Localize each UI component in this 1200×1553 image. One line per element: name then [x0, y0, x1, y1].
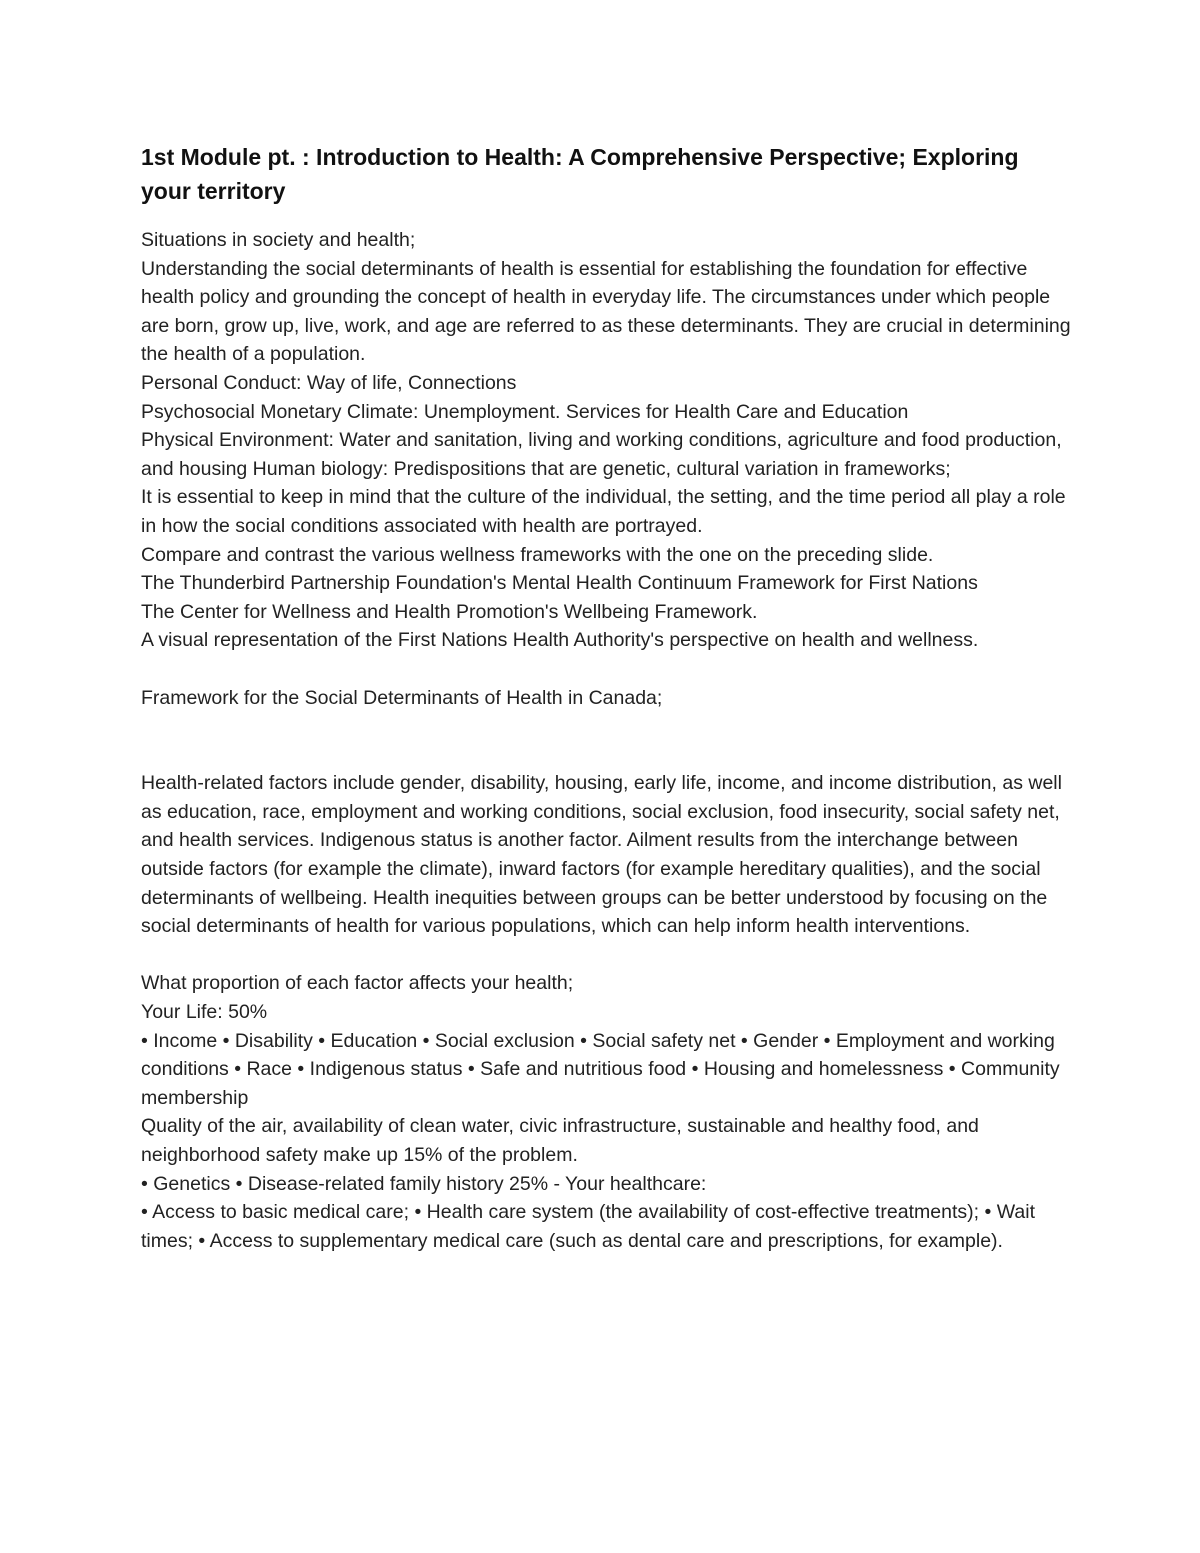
document-content — [141, 140, 1071, 1255]
paragraph-genetics-list: • Genetics • Disease-related family history 25% - Your healthcare: — [141, 1172, 707, 1195]
document-title: 1st Module pt. : Introduction to Health: A Comprehensive Perspective; Exploring your territory — [141, 144, 1019, 204]
document-body — [141, 226, 1071, 1255]
paragraph-canada-framework-heading: Framework for the Social Determinants of Health in Canada; — [141, 686, 663, 709]
paragraph-physical-environment: Physical Environment: Water and sanitation, living and working conditions, agriculture and food production, and housing Human biology: Predispositions that are genetic, cultural variation in frameworks; — [141, 429, 1062, 480]
paragraph-fnha-perspective: A visual representation of the First Nations Health Authority's perspective on health and wellness. — [141, 629, 979, 652]
blank-lines — [141, 712, 1071, 769]
paragraph-psychosocial-climate: Psychosocial Monetary Climate: Unemployment. Services for Health Care and Education — [141, 400, 909, 423]
blank-line — [141, 655, 1071, 684]
paragraph-environment-share: Quality of the air, availability of clean water, civic infrastructure, sustainable and healthy food, and neighborhood safety make up 15% of the problem. — [141, 1115, 979, 1166]
paragraph-life-factors-list: • Income • Disability • Education • Social exclusion • Social safety net • Gender • Employment and working conditions • Race • Indigenous status • Safe and nutritious food • Housing and homelessness • Community membership — [141, 1029, 1060, 1109]
paragraph-situations-heading: Situations in society and health; — [141, 229, 416, 251]
paragraph-personal-conduct: Personal Conduct: Way of life, Connections — [141, 371, 517, 394]
paragraph-culture-note: It is essential to keep in mind that the culture of the individual, the setting, and the time period all play a role in how the social conditions associated with health are portrayed. — [141, 486, 1066, 537]
paragraph-your-life: Your Life: 50% — [141, 1001, 268, 1024]
paragraph-health-factors: Health-related factors include gender, disability, housing, early life, income, and income distribution, as well as education, race, employment and working conditions, social exclusion, food insecurity, social safety net, and health services. Indigenous status is another factor. Ailment results from the interchange between outside factors (for example the climate), inward factors (for example hereditary qualities), and the social determinants of wellbeing. Health inequities between groups can be better understood by focusing on the social determinants of health for various populations, which can help inform health interventions. — [141, 772, 1062, 938]
paragraph-thunderbird-framework: The Thunderbird Partnership Foundation's Mental Health Continuum Framework for First Nations — [141, 572, 978, 595]
paragraph-healthcare-list: • Access to basic medical care; • Health care system (the availability of cost-effective treatments); • Wait times; • Access to supplementary medical care (such as dental care and prescriptions, for example). — [141, 1201, 1035, 1252]
blank-line — [141, 941, 1071, 970]
paragraph-wellbeing-framework: The Center for Wellness and Health Promotion's Wellbeing Framework. — [141, 600, 758, 623]
paragraph-compare-frameworks: Compare and contrast the various wellness frameworks with the one on the preceding slide. — [141, 543, 934, 566]
paragraph-proportion-heading: What proportion of each factor affects your health; — [141, 972, 574, 995]
paragraph-social-determinants-intro: Understanding the social determinants of health is essential for establishing the foundation for effective health policy and grounding the concept of health in everyday life. The circumstances under which people are born, grow up, live, work, and age are referred to as these determinants. They are crucial in determining the health of a population. — [141, 257, 1071, 366]
